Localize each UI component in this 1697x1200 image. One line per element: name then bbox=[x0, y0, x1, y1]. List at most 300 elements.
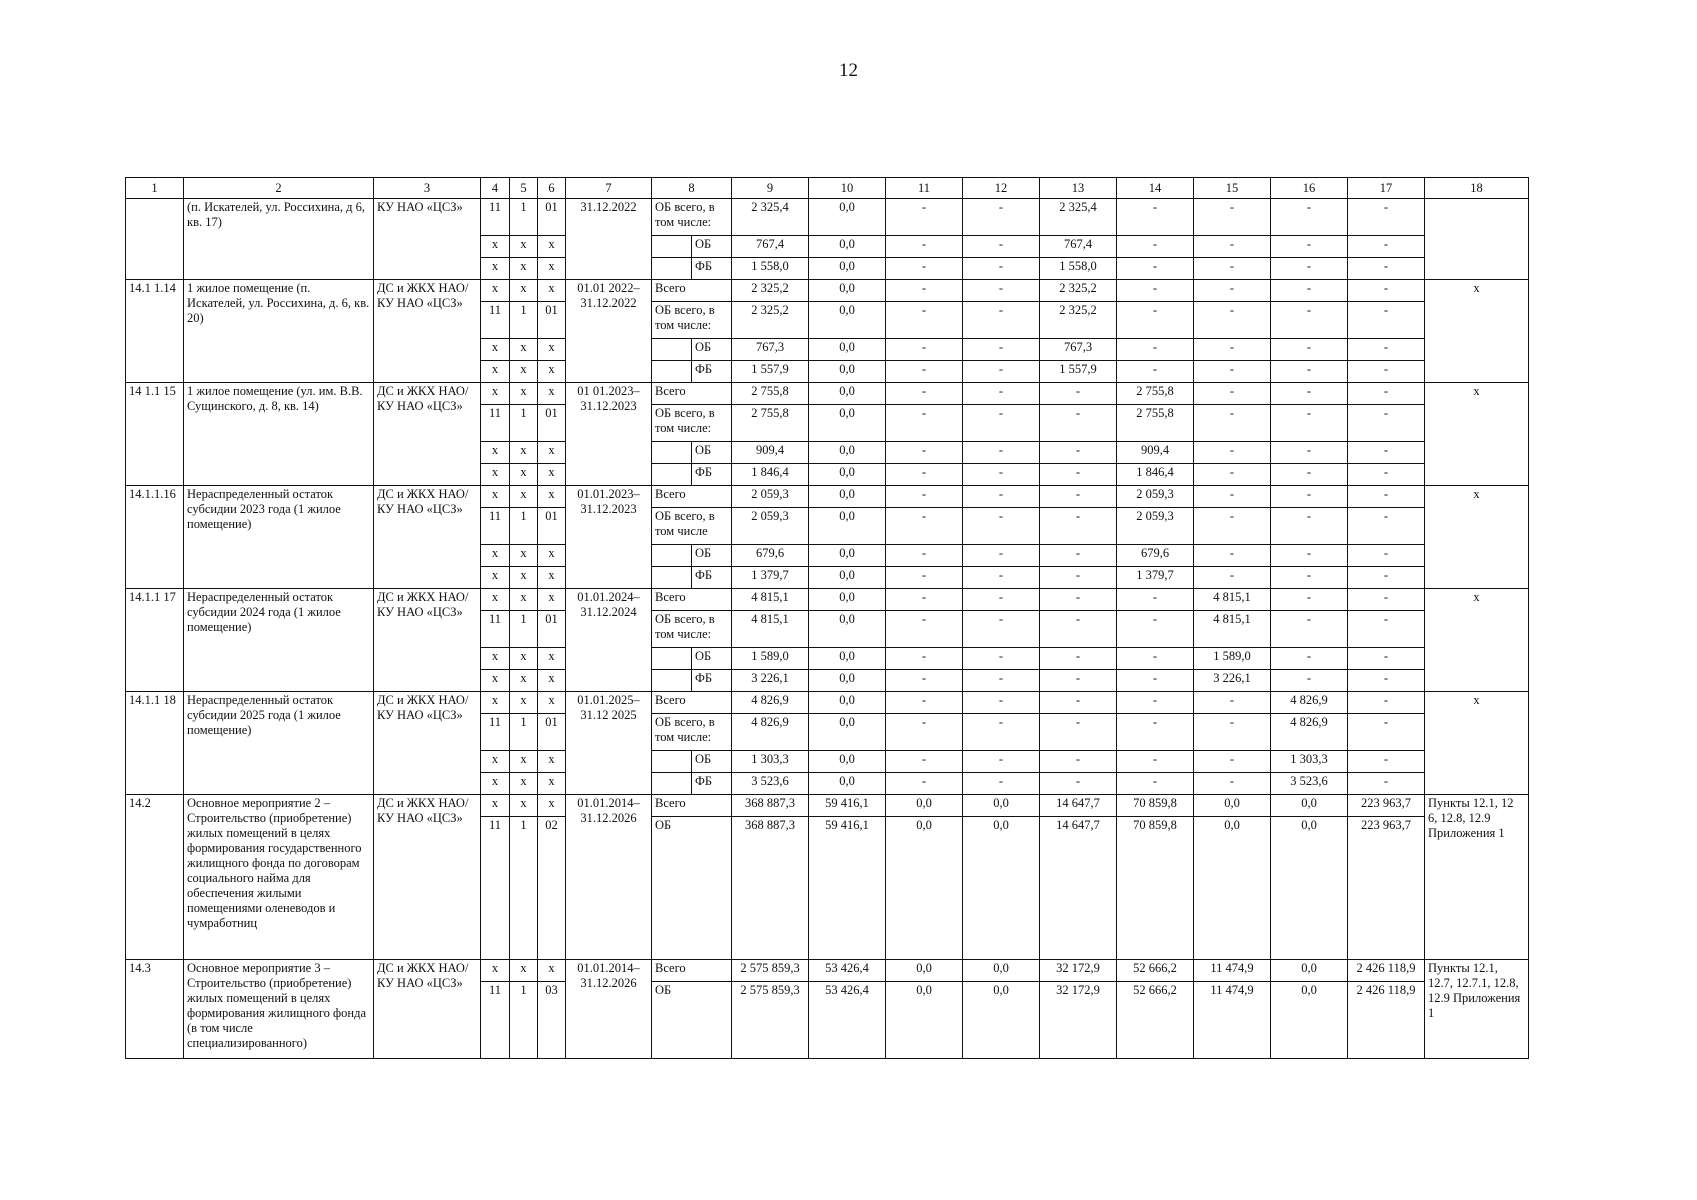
value-cell: - bbox=[963, 508, 1040, 545]
funding-label: Всего bbox=[652, 280, 732, 302]
value-cell: 3 523,6 bbox=[1271, 773, 1348, 795]
item-name: Нераспределенный остаток субсидии 2023 года (1 жилое помещение) bbox=[184, 486, 374, 589]
value-cell: - bbox=[1194, 339, 1271, 361]
value-cell: 0,0 bbox=[1194, 795, 1271, 817]
value-cell: - bbox=[963, 280, 1040, 302]
funding-label: ОБ bbox=[692, 236, 732, 258]
item-name: Нераспределенный остаток субсидии 2024 года (1 жилое помещение) bbox=[184, 589, 374, 692]
value-cell: 0,0 bbox=[809, 545, 886, 567]
value-cell: 0,0 bbox=[809, 280, 886, 302]
value-cell: - bbox=[1117, 670, 1194, 692]
code-part: x bbox=[510, 960, 538, 982]
value-cell: 909,4 bbox=[1117, 442, 1194, 464]
item-code: 14.1.1.16 bbox=[126, 486, 184, 589]
column-header: 18 bbox=[1425, 178, 1529, 199]
code-part: x bbox=[510, 751, 538, 773]
value-cell: - bbox=[1348, 714, 1425, 751]
value-cell: - bbox=[963, 339, 1040, 361]
item-name: Основное мероприятие 3 – Строительство (приобретение) жилых помещений в целях формирования жилищного фонда (в том числе специализированного) bbox=[184, 960, 374, 1059]
value-cell: 2 575 859,3 bbox=[732, 982, 809, 1059]
code-part: 11 bbox=[481, 982, 510, 1059]
budget-table bbox=[125, 177, 1529, 1059]
code-part: x bbox=[481, 567, 510, 589]
code-part: x bbox=[538, 383, 566, 405]
value-cell: 0,0 bbox=[809, 486, 886, 508]
funding-label: ФБ bbox=[692, 773, 732, 795]
value-cell: 32 172,9 bbox=[1040, 960, 1117, 982]
code-part: x bbox=[538, 258, 566, 280]
value-cell: 4 826,9 bbox=[1271, 692, 1348, 714]
value-cell: 1 558,0 bbox=[732, 258, 809, 280]
value-cell: - bbox=[1194, 773, 1271, 795]
value-cell: 70 859,8 bbox=[1117, 817, 1194, 960]
value-cell: - bbox=[1194, 442, 1271, 464]
value-cell: - bbox=[963, 692, 1040, 714]
code-part: x bbox=[538, 339, 566, 361]
value-cell: - bbox=[1348, 405, 1425, 442]
code-part: x bbox=[510, 648, 538, 670]
label-spacer bbox=[652, 361, 692, 383]
value-cell: 0,0 bbox=[1271, 960, 1348, 982]
value-cell: - bbox=[1271, 648, 1348, 670]
value-cell: - bbox=[1117, 258, 1194, 280]
code-part: x bbox=[538, 464, 566, 486]
value-cell: 70 859,8 bbox=[1117, 795, 1194, 817]
value-cell: - bbox=[1194, 692, 1271, 714]
value-cell: - bbox=[1117, 751, 1194, 773]
value-cell: 4 815,1 bbox=[1194, 589, 1271, 611]
column-header: 15 bbox=[1194, 178, 1271, 199]
code-part: 1 bbox=[510, 817, 538, 960]
value-cell: - bbox=[1271, 339, 1348, 361]
funding-label: ОБ всего, в том числе: bbox=[652, 611, 732, 648]
code-part: x bbox=[510, 670, 538, 692]
code-part: x bbox=[481, 545, 510, 567]
code-part: 1 bbox=[510, 302, 538, 339]
value-cell: 2 059,3 bbox=[1117, 486, 1194, 508]
value-cell: 0,0 bbox=[809, 302, 886, 339]
value-cell: - bbox=[1117, 611, 1194, 648]
value-cell: 3 226,1 bbox=[732, 670, 809, 692]
code-part: x bbox=[481, 960, 510, 982]
code-part: x bbox=[481, 751, 510, 773]
value-cell: 1 379,7 bbox=[1117, 567, 1194, 589]
value-cell: 4 826,9 bbox=[1271, 714, 1348, 751]
value-cell: - bbox=[963, 361, 1040, 383]
value-cell: 0,0 bbox=[809, 692, 886, 714]
value-cell: - bbox=[1194, 236, 1271, 258]
value-cell: 3 226,1 bbox=[1194, 670, 1271, 692]
value-cell: 2 325,4 bbox=[1040, 199, 1117, 236]
value-cell: - bbox=[963, 405, 1040, 442]
value-cell: - bbox=[1040, 405, 1117, 442]
value-cell: 1 557,9 bbox=[732, 361, 809, 383]
funding-label: Всего bbox=[652, 486, 732, 508]
code-part: x bbox=[510, 545, 538, 567]
value-cell: - bbox=[886, 339, 963, 361]
value-cell: - bbox=[1348, 236, 1425, 258]
period: 01.01.2023– 31.12.2023 bbox=[566, 486, 652, 589]
value-cell: 368 887,3 bbox=[732, 817, 809, 960]
value-cell: 2 755,8 bbox=[1117, 405, 1194, 442]
value-cell: 0,0 bbox=[809, 464, 886, 486]
value-cell: - bbox=[886, 692, 963, 714]
value-cell: 2 325,2 bbox=[1040, 280, 1117, 302]
column-header: 13 bbox=[1040, 178, 1117, 199]
column-header: 12 bbox=[963, 178, 1040, 199]
value-cell: - bbox=[1194, 567, 1271, 589]
note-cell: x bbox=[1425, 486, 1529, 589]
value-cell: - bbox=[963, 714, 1040, 751]
value-cell: - bbox=[1040, 773, 1117, 795]
funding-label: Всего bbox=[652, 960, 732, 982]
value-cell: - bbox=[1271, 405, 1348, 442]
value-cell: - bbox=[886, 751, 963, 773]
value-cell: - bbox=[1040, 508, 1117, 545]
code-part: x bbox=[481, 692, 510, 714]
value-cell: 223 963,7 bbox=[1348, 817, 1425, 960]
value-cell: - bbox=[1117, 361, 1194, 383]
value-cell: 1 557,9 bbox=[1040, 361, 1117, 383]
value-cell: - bbox=[1117, 199, 1194, 236]
value-cell: 4 826,9 bbox=[732, 714, 809, 751]
funding-label: ОБ bbox=[692, 442, 732, 464]
value-cell: 767,4 bbox=[732, 236, 809, 258]
code-part: 1 bbox=[510, 199, 538, 236]
value-cell: 0,0 bbox=[809, 258, 886, 280]
value-cell: - bbox=[886, 236, 963, 258]
value-cell: - bbox=[886, 486, 963, 508]
code-part: x bbox=[510, 258, 538, 280]
code-part: x bbox=[510, 339, 538, 361]
item-name: (п. Искателей, ул. Россихина, д 6, кв. 17) bbox=[184, 199, 374, 280]
value-cell: - bbox=[1117, 692, 1194, 714]
value-cell: - bbox=[1348, 508, 1425, 545]
value-cell: - bbox=[1194, 545, 1271, 567]
code-part: x bbox=[538, 545, 566, 567]
value-cell: - bbox=[1348, 339, 1425, 361]
value-cell: - bbox=[1040, 611, 1117, 648]
code-part: 01 bbox=[538, 714, 566, 751]
code-part: x bbox=[510, 692, 538, 714]
executor: ДС и ЖКХ НАО/ КУ НАО «ЦСЗ» bbox=[374, 280, 481, 383]
value-cell: 0,0 bbox=[809, 567, 886, 589]
value-cell: - bbox=[1348, 258, 1425, 280]
value-cell: 0,0 bbox=[809, 442, 886, 464]
value-cell: - bbox=[1194, 508, 1271, 545]
value-cell: - bbox=[1271, 486, 1348, 508]
value-cell: 767,3 bbox=[732, 339, 809, 361]
value-cell: - bbox=[886, 464, 963, 486]
period: 31.12.2022 bbox=[566, 199, 652, 280]
code-part: 1 bbox=[510, 982, 538, 1059]
value-cell: - bbox=[1117, 280, 1194, 302]
value-cell: - bbox=[963, 236, 1040, 258]
value-cell: - bbox=[1194, 751, 1271, 773]
value-cell: - bbox=[886, 302, 963, 339]
value-cell: - bbox=[963, 589, 1040, 611]
value-cell: - bbox=[963, 670, 1040, 692]
value-cell: 679,6 bbox=[1117, 545, 1194, 567]
value-cell: 0,0 bbox=[963, 960, 1040, 982]
value-cell: 2 755,8 bbox=[1117, 383, 1194, 405]
value-cell: - bbox=[886, 383, 963, 405]
code-part: x bbox=[481, 464, 510, 486]
code-part: x bbox=[510, 773, 538, 795]
item-code: 14.2 bbox=[126, 795, 184, 960]
code-part: x bbox=[481, 773, 510, 795]
column-header: 1 bbox=[126, 178, 184, 199]
value-cell: - bbox=[1194, 714, 1271, 751]
value-cell: - bbox=[1040, 545, 1117, 567]
value-cell: - bbox=[1348, 486, 1425, 508]
code-part: 03 bbox=[538, 982, 566, 1059]
value-cell: - bbox=[1348, 589, 1425, 611]
value-cell: - bbox=[1271, 670, 1348, 692]
value-cell: 14 647,7 bbox=[1040, 817, 1117, 960]
value-cell: - bbox=[963, 442, 1040, 464]
code-part: x bbox=[510, 383, 538, 405]
funding-label: ОБ всего, в том числе: bbox=[652, 714, 732, 751]
funding-label: ОБ bbox=[692, 339, 732, 361]
value-cell: - bbox=[963, 545, 1040, 567]
code-part: 01 bbox=[538, 405, 566, 442]
value-cell: - bbox=[886, 670, 963, 692]
label-spacer bbox=[652, 545, 692, 567]
value-cell: 59 416,1 bbox=[809, 795, 886, 817]
value-cell: 1 303,3 bbox=[1271, 751, 1348, 773]
column-header: 8 bbox=[652, 178, 732, 199]
note-cell bbox=[1425, 199, 1529, 280]
value-cell: - bbox=[886, 714, 963, 751]
value-cell: - bbox=[1040, 714, 1117, 751]
item-code: 14.3 bbox=[126, 960, 184, 1059]
code-part: x bbox=[510, 442, 538, 464]
label-spacer bbox=[652, 773, 692, 795]
value-cell: - bbox=[1348, 692, 1425, 714]
note-cell: Пункты 12.1, 12.7, 12.7.1, 12.8, 12.9 Приложения 1 bbox=[1425, 960, 1529, 1059]
value-cell: 14 647,7 bbox=[1040, 795, 1117, 817]
value-cell: 0,0 bbox=[809, 751, 886, 773]
value-cell: - bbox=[963, 199, 1040, 236]
value-cell: - bbox=[963, 751, 1040, 773]
value-cell: - bbox=[1348, 442, 1425, 464]
funding-label: ОБ всего, в том числе: bbox=[652, 302, 732, 339]
value-cell: 2 575 859,3 bbox=[732, 960, 809, 982]
value-cell: 53 426,4 bbox=[809, 960, 886, 982]
value-cell: 1 558,0 bbox=[1040, 258, 1117, 280]
value-cell: - bbox=[1040, 383, 1117, 405]
value-cell: 0,0 bbox=[809, 589, 886, 611]
value-cell: - bbox=[1194, 280, 1271, 302]
value-cell: 0,0 bbox=[886, 982, 963, 1059]
value-cell: - bbox=[1271, 567, 1348, 589]
value-cell: 0,0 bbox=[809, 361, 886, 383]
value-cell: - bbox=[1040, 442, 1117, 464]
value-cell: - bbox=[886, 648, 963, 670]
code-part: x bbox=[510, 280, 538, 302]
value-cell: 0,0 bbox=[809, 670, 886, 692]
value-cell: - bbox=[1117, 773, 1194, 795]
funding-label: Всего bbox=[652, 795, 732, 817]
value-cell: - bbox=[1040, 464, 1117, 486]
value-cell: 0,0 bbox=[809, 339, 886, 361]
code-part: 1 bbox=[510, 508, 538, 545]
value-cell: - bbox=[1040, 589, 1117, 611]
value-cell: 0,0 bbox=[809, 648, 886, 670]
funding-label: ОБ всего, в том числе bbox=[652, 508, 732, 545]
executor: ДС и ЖКХ НАО/ КУ НАО «ЦСЗ» bbox=[374, 692, 481, 795]
value-cell: 767,3 bbox=[1040, 339, 1117, 361]
code-part: 01 bbox=[538, 199, 566, 236]
code-part: 02 bbox=[538, 817, 566, 960]
code-part: x bbox=[481, 339, 510, 361]
value-cell: 4 815,1 bbox=[1194, 611, 1271, 648]
code-part: x bbox=[538, 795, 566, 817]
column-header: 7 bbox=[566, 178, 652, 199]
value-cell: 2 755,8 bbox=[732, 405, 809, 442]
code-cell bbox=[126, 199, 184, 280]
value-cell: 4 826,9 bbox=[732, 692, 809, 714]
value-cell: - bbox=[1194, 199, 1271, 236]
value-cell: 0,0 bbox=[1194, 817, 1271, 960]
value-cell: - bbox=[1348, 751, 1425, 773]
note-cell: x bbox=[1425, 280, 1529, 383]
funding-label: ОБ bbox=[652, 982, 732, 1059]
value-cell: - bbox=[1040, 751, 1117, 773]
code-part: x bbox=[481, 486, 510, 508]
item-name: Основное мероприятие 2 – Строительство (приобретение) жилых помещений в целях формирования государственного жилищного фонда по договорам социального найма для обеспечения жилыми помещениями оленеводов и чумработниц bbox=[184, 795, 374, 960]
value-cell: 59 416,1 bbox=[809, 817, 886, 960]
executor: ДС и ЖКХ НАО/ КУ НАО «ЦСЗ» bbox=[374, 589, 481, 692]
value-cell: 0,0 bbox=[886, 960, 963, 982]
value-cell: - bbox=[1348, 199, 1425, 236]
column-header: 2 bbox=[184, 178, 374, 199]
value-cell: 1 846,4 bbox=[732, 464, 809, 486]
code-part: x bbox=[481, 236, 510, 258]
code-part: x bbox=[538, 692, 566, 714]
code-part: 1 bbox=[510, 714, 538, 751]
value-cell: 1 379,7 bbox=[732, 567, 809, 589]
funding-label: ОБ bbox=[692, 751, 732, 773]
page-number: 12 bbox=[839, 60, 858, 81]
note-cell: x bbox=[1425, 383, 1529, 486]
column-header: 10 bbox=[809, 178, 886, 199]
value-cell: - bbox=[1271, 383, 1348, 405]
column-header: 17 bbox=[1348, 178, 1425, 199]
value-cell: - bbox=[886, 280, 963, 302]
code-part: 11 bbox=[481, 405, 510, 442]
code-part: x bbox=[510, 795, 538, 817]
value-cell: - bbox=[1348, 773, 1425, 795]
value-cell: - bbox=[1348, 670, 1425, 692]
value-cell: 4 815,1 bbox=[732, 589, 809, 611]
value-cell: - bbox=[963, 258, 1040, 280]
code-part: 01 bbox=[538, 611, 566, 648]
code-part: x bbox=[538, 442, 566, 464]
code-part: x bbox=[510, 567, 538, 589]
value-cell: 1 589,0 bbox=[1194, 648, 1271, 670]
funding-label: ФБ bbox=[692, 567, 732, 589]
value-cell: 0,0 bbox=[886, 795, 963, 817]
label-spacer bbox=[652, 258, 692, 280]
value-cell: - bbox=[1271, 545, 1348, 567]
value-cell: - bbox=[886, 611, 963, 648]
value-cell: - bbox=[1194, 302, 1271, 339]
value-cell: 0,0 bbox=[963, 982, 1040, 1059]
funding-label: Всего bbox=[652, 692, 732, 714]
code-part: x bbox=[538, 486, 566, 508]
value-cell: - bbox=[1348, 383, 1425, 405]
value-cell: 0,0 bbox=[809, 773, 886, 795]
value-cell: 909,4 bbox=[732, 442, 809, 464]
code-part: 11 bbox=[481, 302, 510, 339]
value-cell: - bbox=[1271, 611, 1348, 648]
value-cell: 368 887,3 bbox=[732, 795, 809, 817]
value-cell: - bbox=[1271, 199, 1348, 236]
value-cell: 0,0 bbox=[886, 817, 963, 960]
value-cell: - bbox=[1271, 464, 1348, 486]
value-cell: - bbox=[1194, 486, 1271, 508]
value-cell: - bbox=[1194, 383, 1271, 405]
value-cell: 0,0 bbox=[1271, 982, 1348, 1059]
value-cell: 2 755,8 bbox=[732, 383, 809, 405]
value-cell: 0,0 bbox=[809, 199, 886, 236]
code-part: x bbox=[510, 486, 538, 508]
value-cell: - bbox=[1117, 302, 1194, 339]
value-cell: 0,0 bbox=[963, 795, 1040, 817]
value-cell: - bbox=[1271, 258, 1348, 280]
code-part: 11 bbox=[481, 508, 510, 545]
value-cell: - bbox=[1271, 589, 1348, 611]
value-cell: - bbox=[886, 361, 963, 383]
value-cell: - bbox=[1040, 648, 1117, 670]
item-code: 14.1.1 17 bbox=[126, 589, 184, 692]
value-cell: 1 846,4 bbox=[1117, 464, 1194, 486]
table-row bbox=[126, 383, 1529, 405]
executor: ДС и ЖКХ НАО/ КУ НАО «ЦСЗ» bbox=[374, 383, 481, 486]
value-cell: - bbox=[1271, 302, 1348, 339]
value-cell: 0,0 bbox=[1271, 817, 1348, 960]
value-cell: 52 666,2 bbox=[1117, 982, 1194, 1059]
value-cell: - bbox=[1348, 280, 1425, 302]
value-cell: - bbox=[1117, 236, 1194, 258]
value-cell: 0,0 bbox=[1271, 795, 1348, 817]
column-header: 3 bbox=[374, 178, 481, 199]
value-cell: - bbox=[1194, 464, 1271, 486]
value-cell: - bbox=[1348, 464, 1425, 486]
code-part: x bbox=[481, 280, 510, 302]
funding-label: ФБ bbox=[692, 258, 732, 280]
table-row bbox=[126, 486, 1529, 508]
period: 01.01.2014– 31.12.2026 bbox=[566, 960, 652, 1059]
value-cell: - bbox=[1348, 545, 1425, 567]
code-part: x bbox=[481, 670, 510, 692]
column-header: 6 bbox=[538, 178, 566, 199]
header-row bbox=[126, 178, 1529, 199]
value-cell: - bbox=[1348, 611, 1425, 648]
value-cell: - bbox=[963, 464, 1040, 486]
value-cell: - bbox=[1348, 361, 1425, 383]
value-cell: - bbox=[1348, 567, 1425, 589]
value-cell: 52 666,2 bbox=[1117, 960, 1194, 982]
period: 01.01.2024– 31.12.2024 bbox=[566, 589, 652, 692]
code-part: 11 bbox=[481, 611, 510, 648]
code-part: x bbox=[538, 589, 566, 611]
item-code: 14.1.1 18 bbox=[126, 692, 184, 795]
code-part: x bbox=[538, 280, 566, 302]
code-part: x bbox=[510, 589, 538, 611]
